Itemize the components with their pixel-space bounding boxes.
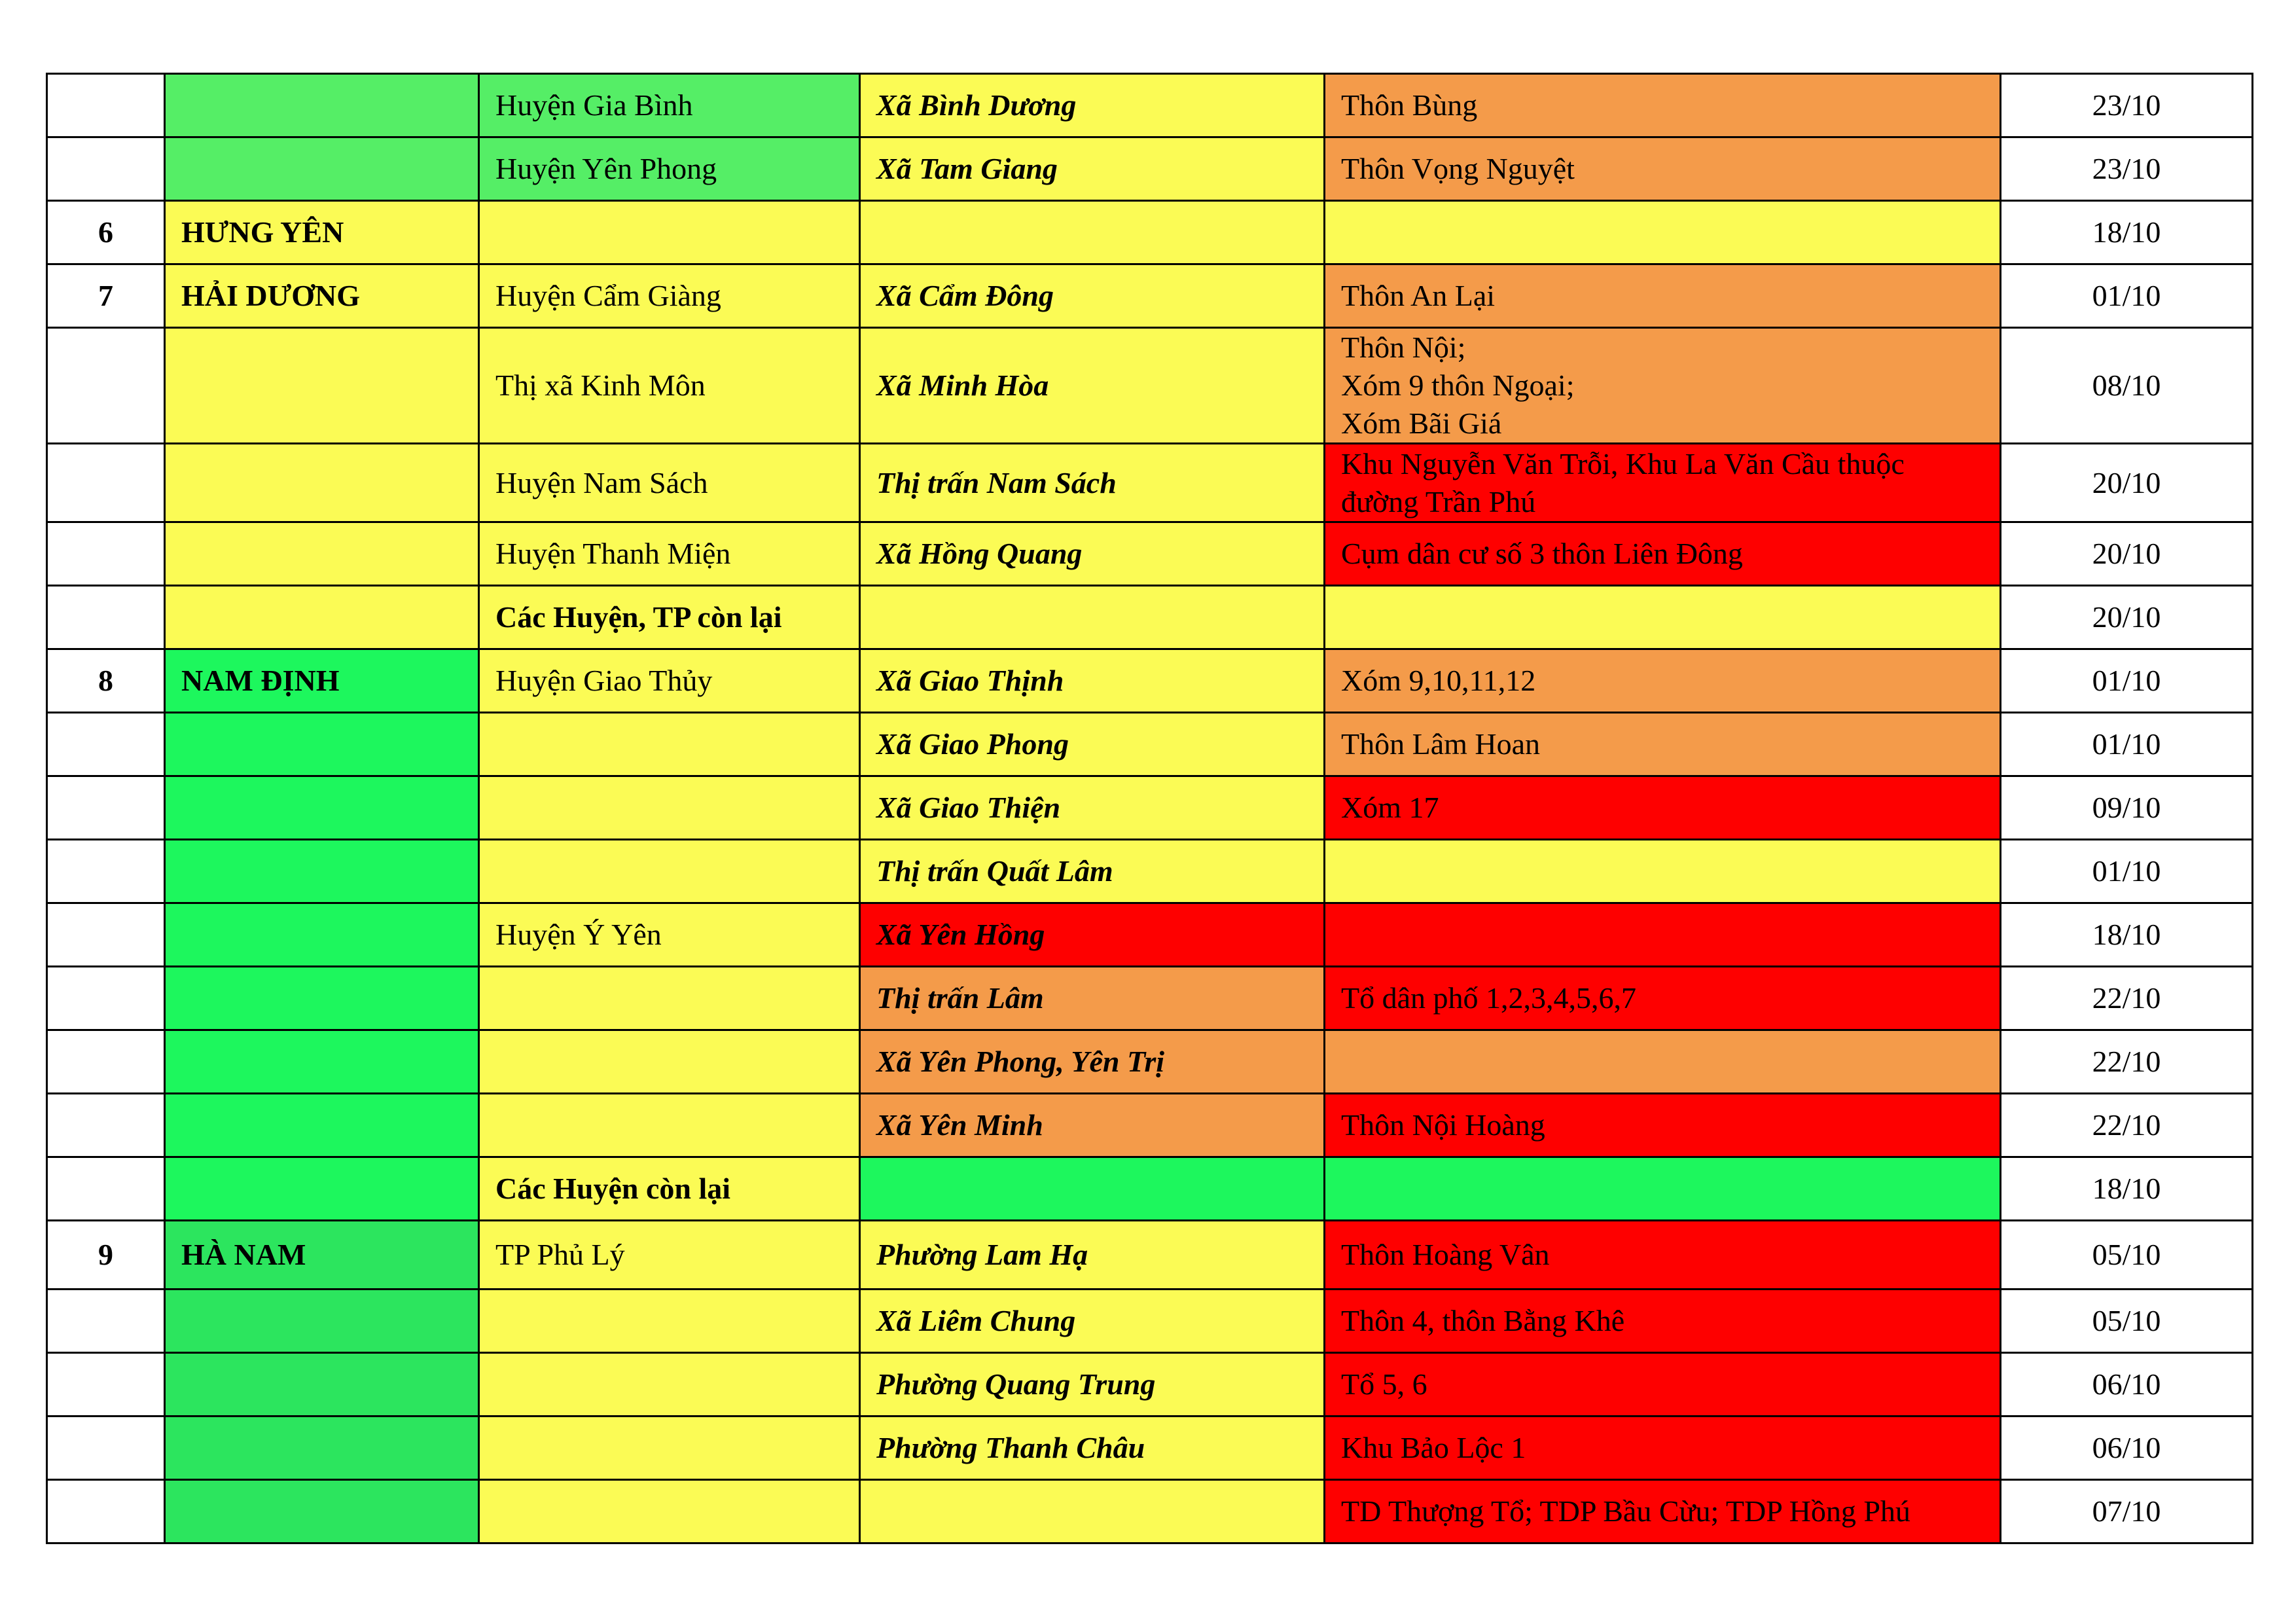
area-cell: TD Thượng Tổ; TDP Bầu Cừu; TDP Hồng Phú (1325, 1480, 2001, 1543)
area-cell: Thôn Vọng Nguyệt (1325, 137, 2001, 201)
commune-cell: Xã Giao Thiện (860, 776, 1325, 840)
district-cell: Thị xã Kinh Môn (479, 328, 860, 444)
area-cell: Tổ 5, 6 (1325, 1353, 2001, 1416)
commune-cell: Xã Liêm Chung (860, 1290, 1325, 1353)
area-cell (1325, 1157, 2001, 1221)
area-cell: Thôn 4, thôn Bằng Khê (1325, 1290, 2001, 1353)
table-row (47, 903, 2253, 967)
table-row (47, 1290, 2253, 1353)
district-cell (479, 1030, 860, 1094)
date-cell: 23/10 (2001, 74, 2253, 137)
commune-cell: Xã Hồng Quang (860, 522, 1325, 586)
area-cell: Khu Bảo Lộc 1 (1325, 1416, 2001, 1480)
province-cell (165, 137, 479, 201)
table-row (47, 1030, 2253, 1094)
row-number (47, 586, 165, 649)
province-cell: HƯNG YÊN (165, 201, 479, 264)
date-cell: 07/10 (2001, 1480, 2253, 1543)
area-cell (1325, 903, 2001, 967)
date-cell: 23/10 (2001, 137, 2253, 201)
table-row (47, 74, 2253, 137)
date-cell: 06/10 (2001, 1353, 2253, 1416)
table-row (47, 586, 2253, 649)
district-cell: TP Phủ Lý (479, 1221, 860, 1290)
area-cell: Thôn An Lại (1325, 264, 2001, 328)
table-row (47, 1094, 2253, 1157)
commune-cell: Xã Giao Phong (860, 713, 1325, 776)
row-number (47, 713, 165, 776)
district-cell: Huyện Nam Sách (479, 444, 860, 522)
area-cell: Thôn Nội Hoàng (1325, 1094, 2001, 1157)
area-cell: Khu Nguyễn Văn Trỗi, Khu La Văn Cầu thuộc đường Trần Phú (1325, 444, 2001, 522)
area-cell (1325, 586, 2001, 649)
area-line: Xóm Bãi Giá (1341, 406, 1502, 440)
row-number (47, 840, 165, 903)
district-cell (479, 201, 860, 264)
date-cell: 22/10 (2001, 967, 2253, 1030)
date-cell: 20/10 (2001, 522, 2253, 586)
row-number (47, 522, 165, 586)
commune-cell: Thị trấn Quất Lâm (860, 840, 1325, 903)
date-cell: 18/10 (2001, 201, 2253, 264)
province-cell (165, 776, 479, 840)
row-number (47, 967, 165, 1030)
commune-cell: Phường Lam Hạ (860, 1221, 1325, 1290)
commune-cell: Phường Quang Trung (860, 1353, 1325, 1416)
province-cell (165, 713, 479, 776)
district-cell: Huyện Gia Bình (479, 74, 860, 137)
date-cell: 18/10 (2001, 1157, 2253, 1221)
province-cell (165, 444, 479, 522)
table-row (47, 776, 2253, 840)
date-cell: 20/10 (2001, 444, 2253, 522)
area-cell: Thôn Bùng (1325, 74, 2001, 137)
district-cell (479, 1290, 860, 1353)
commune-cell: Xã Yên Hồng (860, 903, 1325, 967)
date-cell: 06/10 (2001, 1416, 2253, 1480)
row-number (47, 1094, 165, 1157)
district-cell (479, 840, 860, 903)
province-cell (165, 1157, 479, 1221)
province-cell (165, 1416, 479, 1480)
table-row (47, 1157, 2253, 1221)
date-cell: 01/10 (2001, 649, 2253, 713)
area-cell: Tổ dân phố 1,2,3,4,5,6,7 (1325, 967, 2001, 1030)
row-number (47, 1157, 165, 1221)
area-cell: Xóm 17 (1325, 776, 2001, 840)
province-cell (165, 1030, 479, 1094)
date-cell: 22/10 (2001, 1094, 2253, 1157)
area-cell: Xóm 9,10,11,12 (1325, 649, 2001, 713)
commune-cell (860, 1157, 1325, 1221)
commune-cell: Xã Yên Minh (860, 1094, 1325, 1157)
district-cell (479, 1416, 860, 1480)
date-cell: 18/10 (2001, 903, 2253, 967)
row-number: 6 (47, 201, 165, 264)
district-cell: Huyện Giao Thủy (479, 649, 860, 713)
district-cell (479, 967, 860, 1030)
table-row (47, 201, 2253, 264)
table-row (47, 1353, 2253, 1416)
row-number (47, 776, 165, 840)
table-row (47, 649, 2253, 713)
district-cell: Huyện Cẩm Giàng (479, 264, 860, 328)
row-number (47, 74, 165, 137)
date-cell: 01/10 (2001, 264, 2253, 328)
table-row (47, 328, 2253, 444)
row-number (47, 903, 165, 967)
district-cell: Huyện Thanh Miện (479, 522, 860, 586)
district-cell (479, 776, 860, 840)
district-cell (479, 1480, 860, 1543)
table-row (47, 1221, 2253, 1290)
date-cell: 05/10 (2001, 1221, 2253, 1290)
province-cell (165, 840, 479, 903)
commune-cell: Xã Giao Thịnh (860, 649, 1325, 713)
row-number (47, 1353, 165, 1416)
province-cell: HÀ NAM (165, 1221, 479, 1290)
area-cell (1325, 201, 2001, 264)
date-cell: 01/10 (2001, 713, 2253, 776)
province-cell (165, 967, 479, 1030)
province-cell (165, 1480, 479, 1543)
commune-cell: Xã Minh Hòa (860, 328, 1325, 444)
area-cell (1325, 840, 2001, 903)
table-row (47, 1416, 2253, 1480)
table-row (47, 840, 2253, 903)
zone-classification-table (46, 73, 2253, 1544)
date-cell: 05/10 (2001, 1290, 2253, 1353)
table-row (47, 713, 2253, 776)
province-cell (165, 1353, 479, 1416)
date-cell: 09/10 (2001, 776, 2253, 840)
commune-cell: Thị trấn Nam Sách (860, 444, 1325, 522)
table-row (47, 967, 2253, 1030)
province-cell (165, 74, 479, 137)
district-cell: Các Huyện còn lại (479, 1157, 860, 1221)
table-row (47, 444, 2253, 522)
date-cell: 22/10 (2001, 1030, 2253, 1094)
commune-cell: Xã Yên Phong, Yên Trị (860, 1030, 1325, 1094)
area-cell (1325, 1030, 2001, 1094)
district-cell (479, 713, 860, 776)
row-number (47, 1290, 165, 1353)
province-cell (165, 522, 479, 586)
commune-cell: Xã Cẩm Đông (860, 264, 1325, 328)
date-cell: 01/10 (2001, 840, 2253, 903)
row-number (47, 1030, 165, 1094)
district-cell (479, 1094, 860, 1157)
commune-cell (860, 1480, 1325, 1543)
province-cell: NAM ĐỊNH (165, 649, 479, 713)
area-line: Xóm 9 thôn Ngoại; (1341, 369, 1575, 402)
district-cell: Huyện Ý Yên (479, 903, 860, 967)
table-row (47, 522, 2253, 586)
area-cell (1325, 328, 2001, 444)
area-cell: Thôn Lâm Hoan (1325, 713, 2001, 776)
row-number (47, 137, 165, 201)
district-cell: Các Huyện, TP còn lại (479, 586, 860, 649)
district-cell (479, 1353, 860, 1416)
commune-cell: Xã Tam Giang (860, 137, 1325, 201)
row-number (47, 1480, 165, 1543)
province-cell (165, 586, 479, 649)
commune-cell: Phường Thanh Châu (860, 1416, 1325, 1480)
province-cell (165, 1290, 479, 1353)
commune-cell: Xã Bình Dương (860, 74, 1325, 137)
date-cell: 08/10 (2001, 328, 2253, 444)
area-cell: Thôn Hoàng Vân (1325, 1221, 2001, 1290)
row-number (47, 328, 165, 444)
province-cell (165, 328, 479, 444)
row-number (47, 444, 165, 522)
province-cell: HẢI DƯƠNG (165, 264, 479, 328)
row-number: 8 (47, 649, 165, 713)
province-cell (165, 903, 479, 967)
commune-cell: Thị trấn Lâm (860, 967, 1325, 1030)
row-number: 9 (47, 1221, 165, 1290)
table-row (47, 1480, 2253, 1543)
row-number: 7 (47, 264, 165, 328)
row-number (47, 1416, 165, 1480)
table-row (47, 137, 2253, 201)
province-cell (165, 1094, 479, 1157)
area-cell: Cụm dân cư số 3 thôn Liên Đông (1325, 522, 2001, 586)
district-cell: Huyện Yên Phong (479, 137, 860, 201)
commune-cell (860, 201, 1325, 264)
table-row (47, 264, 2253, 328)
area-line: Thôn Nội; (1341, 331, 1466, 364)
date-cell: 20/10 (2001, 586, 2253, 649)
commune-cell (860, 586, 1325, 649)
